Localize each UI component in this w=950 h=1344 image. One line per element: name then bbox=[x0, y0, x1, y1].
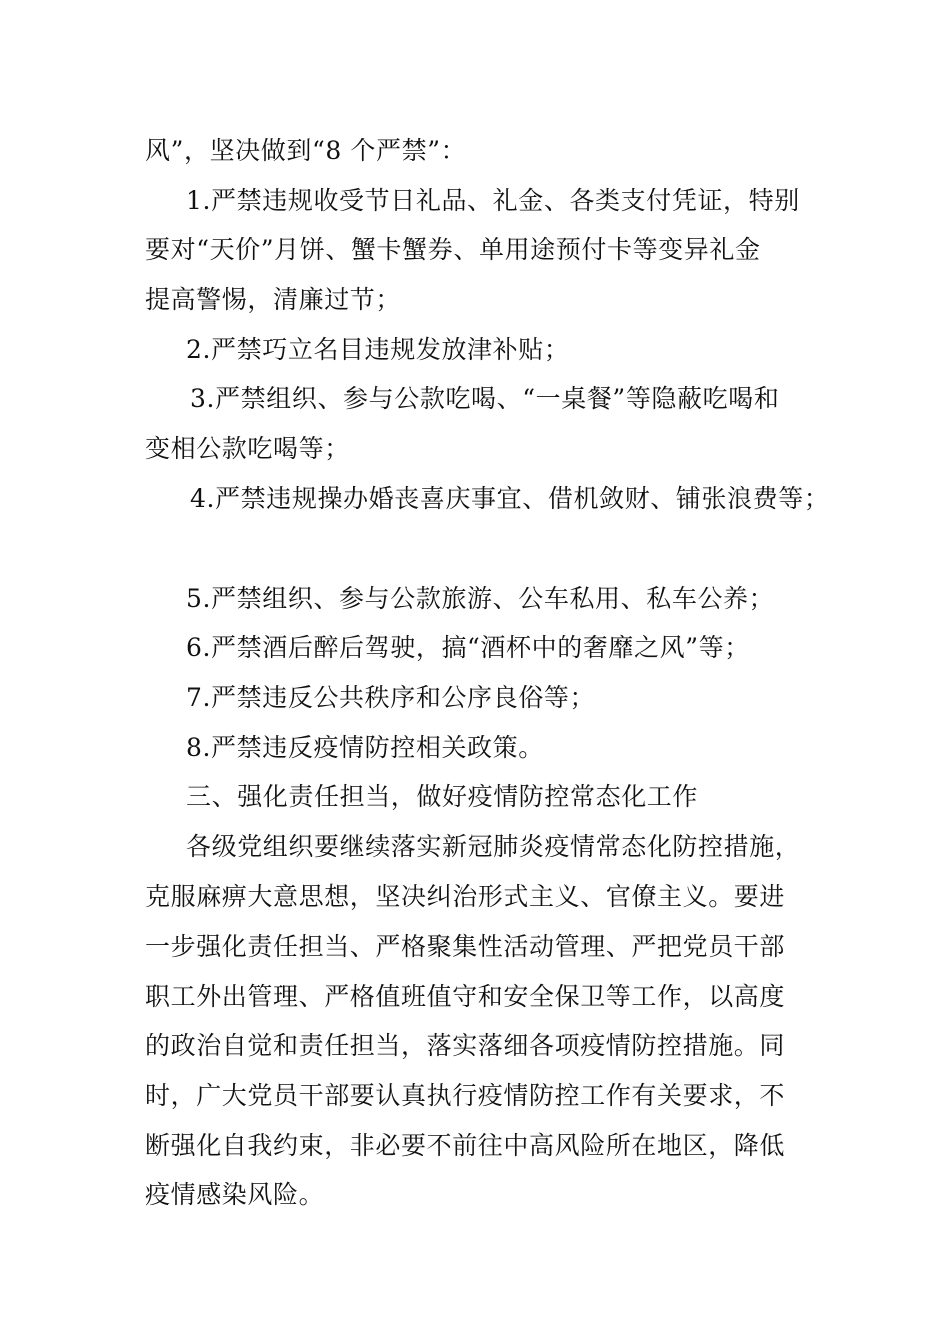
paragraph-line-2: 克服麻痹大意思想，坚决纠治形式主义、官僚主义。要进 bbox=[145, 882, 786, 911]
ban-item-6: 6.严禁酒后醉后驾驶，搞“酒杯中的奢靡之风”等； bbox=[186, 633, 750, 662]
ban-item-4: 4.严禁违规操办婚丧喜庆事宜、借机敛财、铺张浪费等； bbox=[190, 484, 830, 513]
paragraph-line-3: 一步强化责任担当、严格聚集性活动管理、严把党员干部 bbox=[145, 932, 786, 961]
ban-item-3: 3.严禁组织、参与公款吃喝、“一桌餐”等隐蔽吃喝和 bbox=[190, 384, 780, 413]
paragraph-line-1: 各级党组织要继续落实新冠肺炎疫情常态化防控措施， bbox=[186, 832, 801, 861]
paragraph-line-5: 的政治自觉和责任担当，落实落细各项疫情防控措施。同 bbox=[145, 1031, 786, 1060]
ban-item-8: 8.严禁违反疫情防控相关政策。 bbox=[186, 733, 544, 762]
section-heading-3: 三、强化责任担当，做好疫情防控常态化工作 bbox=[186, 782, 699, 811]
ban-item-1: 1.严禁违规收受节日礼品、礼金、各类支付凭证，特别 bbox=[186, 186, 800, 215]
ban-item-3-line-2: 变相公款吃喝等； bbox=[145, 434, 350, 463]
ban-item-1-line-2: 要对“天价”月饼、蟹卡蟹券、单用途预付卡等变异礼金 bbox=[145, 235, 761, 264]
ban-item-2: 2.严禁巧立名目违规发放津补贴； bbox=[186, 335, 570, 364]
paragraph-line-4: 职工外出管理、严格值班值守和安全保卫等工作，以高度 bbox=[145, 982, 786, 1011]
text-line-continuation: 风”，坚决做到“8 个严禁”： bbox=[145, 136, 467, 165]
ban-item-7: 7.严禁违反公共秩序和公序良俗等； bbox=[186, 683, 596, 712]
paragraph-line-6: 时，广大党员干部要认真执行疫情防控工作有关要求，不 bbox=[145, 1081, 786, 1110]
paragraph-line-8: 疫情感染风险。 bbox=[145, 1180, 325, 1209]
ban-item-5: 5.严禁组织、参与公款旅游、公车私用、私车公养； bbox=[186, 584, 775, 613]
paragraph-line-7: 断强化自我约束，非必要不前往中高风险所在地区，降低 bbox=[145, 1131, 786, 1160]
ban-item-1-line-3: 提高警惕，清廉过节； bbox=[145, 285, 402, 314]
